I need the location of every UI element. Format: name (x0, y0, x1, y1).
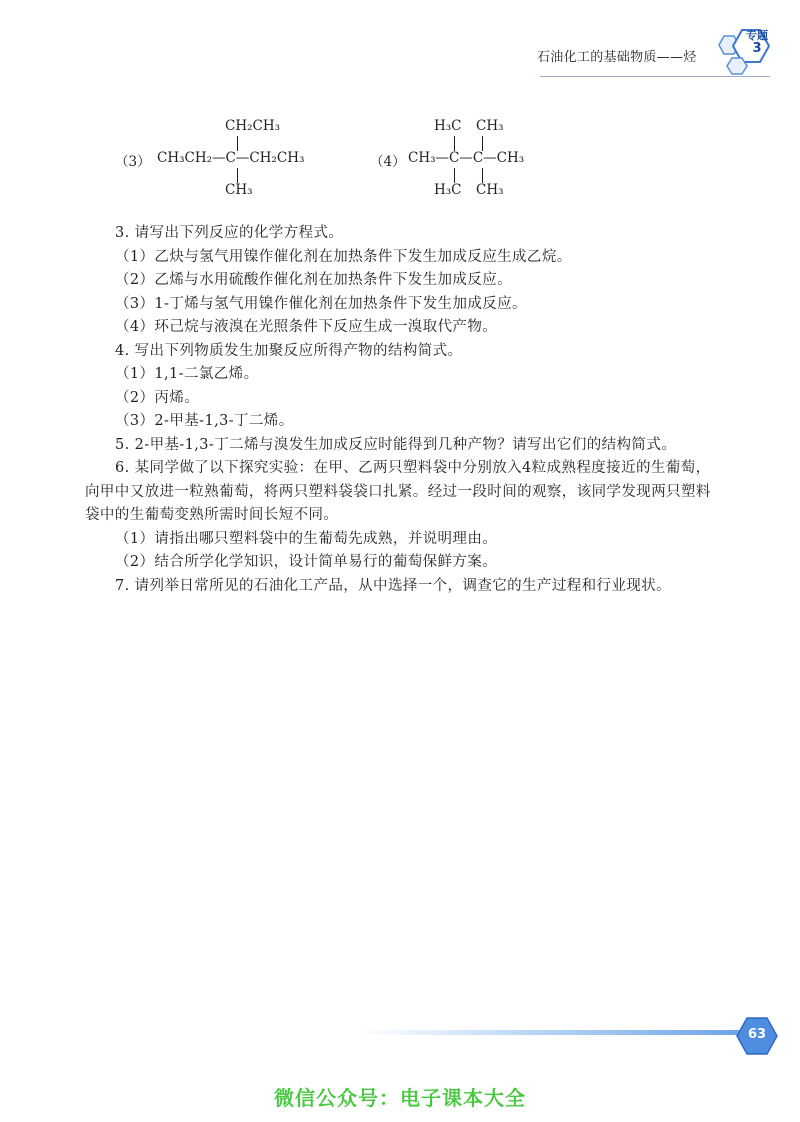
formula-3-label: （3） (115, 154, 151, 170)
formula-4-main: CH₃—C—C—CH₃ (408, 150, 525, 166)
question-4-item-1: （1）1,1-二氯乙烯。 (115, 366, 259, 382)
header-title: 石油化工的基础物质——烃 (537, 50, 697, 65)
structural-formula-3 (115, 118, 335, 198)
formula-4-label: （4） (370, 154, 406, 170)
question-3-item-3: （3）1-丁烯与氢气用镍作催化剂在加热条件下发生加成反应。 (115, 295, 527, 312)
formula-4-top-left: H₃C (434, 118, 462, 134)
formula-4-bottom-left: H₃C (434, 182, 462, 198)
formula-4-top-right: CH₃ (476, 118, 504, 134)
structural-formula-4 (370, 118, 550, 198)
question-3-item-1: （1）乙炔与氢气用镍作催化剂在加热条件下发生加成反应生成乙烷。 (115, 248, 572, 265)
exercise-list (85, 222, 725, 598)
question-6: 6. 某同学做了以下探究实验：在甲、乙两只塑料袋中分别放入4粒成熟程度接近的生葡萄，向甲中又放进一粒熟葡萄，将两只塑料袋袋口扎紧。经过一段时间的观察，该同学发现两只塑料袋中的生葡萄变熟所需时间长短不同。 (85, 460, 711, 523)
question-4-item-2: （2）丙烯。 (115, 389, 200, 406)
formula-3-bond-up (237, 136, 238, 151)
question-4: 4. 写出下列物质发生加聚反应所得产物的结构简式。 (115, 342, 463, 359)
topic-number: 3 (752, 41, 762, 57)
watermark: 微信公众号：电子课本大全 (274, 1086, 526, 1110)
page-number: 63 (747, 1027, 767, 1042)
formula-4-bottom-right: CH₃ (476, 182, 504, 198)
question-6-item-2: （2）结合所学化学知识，设计简单易行的葡萄保鲜方案。 (115, 554, 498, 570)
formula-4-bond-down-right (482, 168, 483, 183)
question-3: 3. 请写出下列反应的化学方程式。 (115, 225, 344, 241)
header-rule (540, 76, 770, 77)
question-3-item-2: （2）乙烯与水用硫酸作催化剂在加热条件下发生加成反应。 (115, 272, 513, 288)
question-3-item-4: （4）环己烷与液溴在光照条件下反应生成一溴取代产物。 (115, 319, 498, 335)
formula-4-bond-up-left (454, 136, 455, 151)
formula-4-bond-up-right (482, 136, 483, 151)
formula-3-bottom: CH₃ (225, 182, 253, 198)
topic-badge (742, 30, 772, 56)
page-number-bar (360, 1030, 742, 1035)
formula-3-main: CH₃CH₂—C—CH₂CH₃ (157, 150, 305, 166)
formula-4-bond-down-left (454, 168, 455, 183)
formula-3-top: CH₂CH₃ (225, 118, 281, 134)
question-6-item-1: （1）请指出哪只塑料袋中的生葡萄先成熟，并说明理由。 (115, 530, 498, 547)
question-5: 5. 2-甲基-1,3-丁二烯与溴发生加成反应时能得到几种产物？请写出它们的结构简式。 (115, 436, 677, 453)
formula-3-bond-down (237, 168, 238, 183)
topic-label: 专题 (746, 29, 768, 42)
question-7: 7. 请列举日常所见的石油化工产品，从中选择一个，调查它的生产过程和行业现状。 (115, 577, 672, 594)
question-4-item-3: （3）2-甲基-1,3-丁二烯。 (115, 413, 294, 429)
